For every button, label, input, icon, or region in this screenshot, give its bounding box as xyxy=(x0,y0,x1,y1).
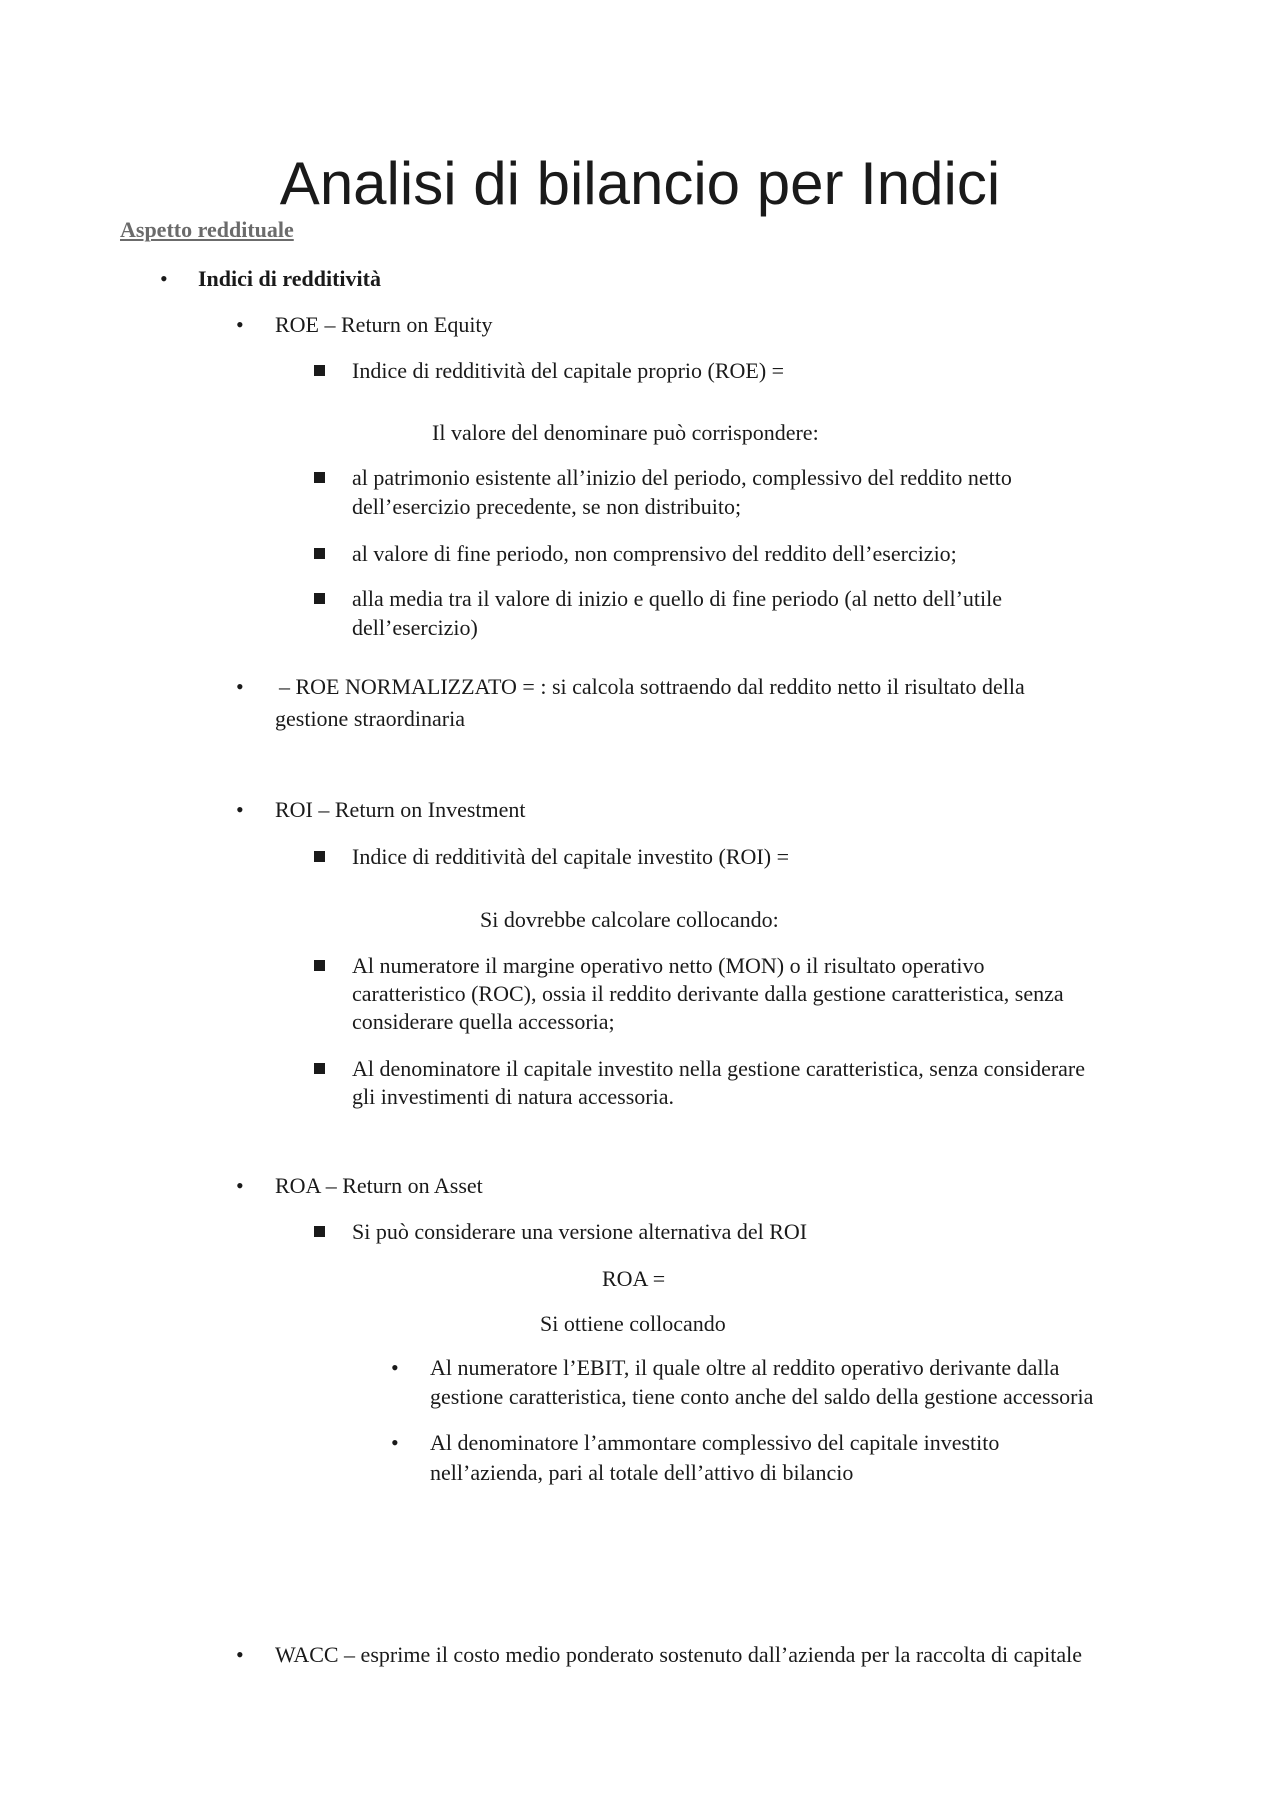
roa-item: Si può considerare una versione alternativa del ROI xyxy=(352,1219,808,1244)
roi-item-1-line-2: caratteristico (ROC), ossia il reddito derivante dalla gestione caratteristica, senza xyxy=(352,981,1064,1006)
roa-sub-item-1-line-1: Al numeratore l’EBIT, il quale oltre al reddito operativo derivante dalla xyxy=(430,1355,1060,1380)
square-bullet xyxy=(314,365,325,376)
section-heading: Aspetto reddituale xyxy=(120,217,294,242)
document-title: Analisi di bilancio per Indici xyxy=(279,150,1001,217)
bullet-marker: • xyxy=(160,266,168,291)
square-bullet xyxy=(314,1063,325,1074)
square-bullet xyxy=(314,472,325,483)
roa-sub-item-2-line-1: Al denominatore l’ammontare complessivo del capitale investito xyxy=(430,1430,1000,1455)
roe-item-1-line-1: al patrimonio esistente all’inizio del periodo, complessivo del reddito netto xyxy=(352,465,1012,490)
roe-label: ROE – Return on Equity xyxy=(275,312,493,337)
wacc-label: WACC – esprime il costo medio ponderato sostenuto dall’azienda per la raccolta di capitale xyxy=(275,1642,1083,1667)
square-bullet xyxy=(314,1226,325,1237)
roa-label: ROA – Return on Asset xyxy=(275,1173,483,1198)
square-bullet xyxy=(314,548,325,559)
bullet-marker: • xyxy=(391,1355,399,1380)
roa-formula: ROA = xyxy=(602,1266,666,1291)
square-bullet xyxy=(314,593,325,604)
indici-heading: Indici di redditività xyxy=(198,266,381,291)
roe-normalizzato-line-2: gestione straordinaria xyxy=(275,706,465,731)
bullet-marker: • xyxy=(236,312,244,337)
roe-item-3-line-1: alla media tra il valore di inizio e quello di fine periodo (al netto dell’utile xyxy=(352,586,1002,611)
roe-formula: Indice di redditività del capitale proprio (ROE) = xyxy=(352,358,785,383)
square-bullet xyxy=(314,960,325,971)
roa-sub-item-2-line-2: nell’azienda, pari al totale dell’attivo di bilancio xyxy=(430,1460,854,1485)
roi-formula: Indice di redditività del capitale investito (ROI) = xyxy=(352,844,789,869)
bullet-marker: • xyxy=(236,1642,244,1667)
roe-item-1-line-2: dell’esercizio precedente, se non distribuito; xyxy=(352,494,742,519)
roi-item-1-line-3: considerare quella accessoria; xyxy=(352,1009,615,1034)
bullet-marker: • xyxy=(236,797,244,822)
roe-normalizzato-line-1: – ROE NORMALIZZATO = : si calcola sottraendo dal reddito netto il risultato della xyxy=(279,674,1025,699)
roe-intro: Il valore del denominare può corrispondere: xyxy=(432,420,819,445)
square-bullet xyxy=(314,851,325,862)
roe-item-3-line-2: dell’esercizio) xyxy=(352,615,478,640)
roi-item-2-line-2: gli investimenti di natura accessoria. xyxy=(352,1084,674,1109)
roi-item-1-line-1: Al numeratore il margine operativo netto (MON) o il risultato operativo xyxy=(352,953,985,978)
roi-item-2-line-1: Al denominatore il capitale investito nella gestione caratteristica, senza considerare xyxy=(352,1056,1086,1081)
roa-intro: Si ottiene collocando xyxy=(540,1311,726,1336)
roi-label: ROI – Return on Investment xyxy=(275,797,526,822)
bullet-marker: • xyxy=(236,1173,244,1198)
bullet-marker: • xyxy=(391,1430,399,1455)
roa-sub-item-1-line-2: gestione caratteristica, tiene conto anche del saldo della gestione accessoria xyxy=(430,1384,1094,1409)
bullet-marker: • xyxy=(236,674,244,699)
roi-intro: Si dovrebbe calcolare collocando: xyxy=(480,907,779,932)
roe-item-2: al valore di fine periodo, non comprensivo del reddito dell’esercizio; xyxy=(352,541,957,566)
